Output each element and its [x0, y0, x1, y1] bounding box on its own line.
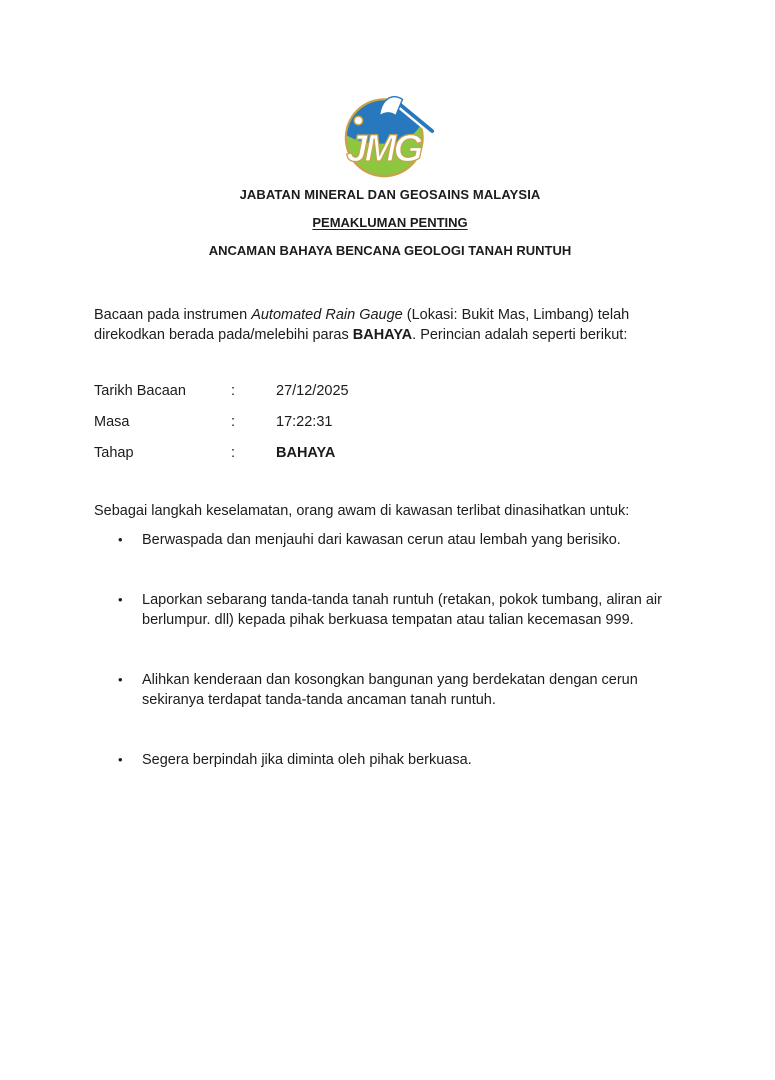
intro-text-3: . Perincian adalah seperti berikut: — [412, 327, 628, 343]
detail-label: Tahap — [94, 445, 134, 461]
advisory-list — [94, 530, 686, 770]
detail-row-date — [94, 381, 686, 401]
detail-separator: : — [231, 414, 236, 430]
advisory-item-text: Berwaspada dan menjauhi dari kawasan cerun atau lembah yang berisiko. — [142, 532, 621, 548]
bullet-marker: • — [118, 672, 123, 687]
bullet-marker: • — [118, 592, 123, 607]
bullet-marker: • — [118, 532, 123, 547]
logo-container — [94, 87, 686, 179]
detail-separator: : — [231, 383, 236, 399]
advisory-item-text: Laporkan sebarang tanda-tanda tanah runtuh (retakan, pokok tumbang, aliran air berlumpur. dll) kepada pihak berkuasa tempatan atau talian kecemasan 999. — [142, 592, 662, 628]
advisory-item-1 — [94, 530, 686, 550]
detail-row-time — [94, 412, 686, 432]
advisory-lead: Sebagai langkah keselamatan, orang awam di kawasan terlibat dinasihatkan untuk: — [94, 503, 630, 519]
advisory-item-3 — [94, 670, 686, 710]
logo-letters: JMG — [346, 126, 421, 170]
instrument-name: Automated Rain Gauge — [251, 307, 403, 323]
reading-details — [94, 381, 686, 463]
intro-text-1: Bacaan pada instrumen — [94, 307, 252, 323]
detail-value-date: 27/12/2025 — [276, 383, 349, 399]
advisory-item-text: Segera berpindah jika diminta oleh pihak berkuasa. — [142, 752, 472, 768]
subject-heading: ANCAMAN BAHAYA BENCANA GEOLOGI TANAH RUNTUH — [208, 243, 572, 258]
advisory-item-2 — [94, 590, 686, 630]
advisory-item-4 — [94, 750, 686, 770]
notice-title-heading: PEMAKLUMAN PENTING — [312, 215, 468, 230]
advisory-item-text: Alihkan kenderaan dan kosongkan bangunan yang berdekatan dengan cerun sekiranya terdapat tanda-tanda ancaman tanah runtuh. — [142, 672, 638, 708]
org-name-heading: JABATAN MINERAL DAN GEOSAINS MALAYSIA — [239, 187, 541, 202]
bullet-marker: • — [118, 752, 123, 767]
intro-paragraph — [94, 305, 686, 345]
jmg-logo-icon — [339, 87, 441, 179]
detail-row-level — [94, 443, 686, 463]
intro-text-2: (Lokasi: Bukit Mas, Limbang) telah direkodkan berada pada/melebihi paras — [94, 307, 630, 343]
level-inline: BAHAYA — [352, 327, 413, 343]
detail-value-time: 17:22:31 — [276, 414, 333, 430]
detail-value-level: BAHAYA — [276, 445, 336, 461]
detail-separator: : — [231, 445, 236, 461]
detail-label: Masa — [94, 414, 130, 430]
detail-label: Tarikh Bacaan — [94, 383, 186, 399]
